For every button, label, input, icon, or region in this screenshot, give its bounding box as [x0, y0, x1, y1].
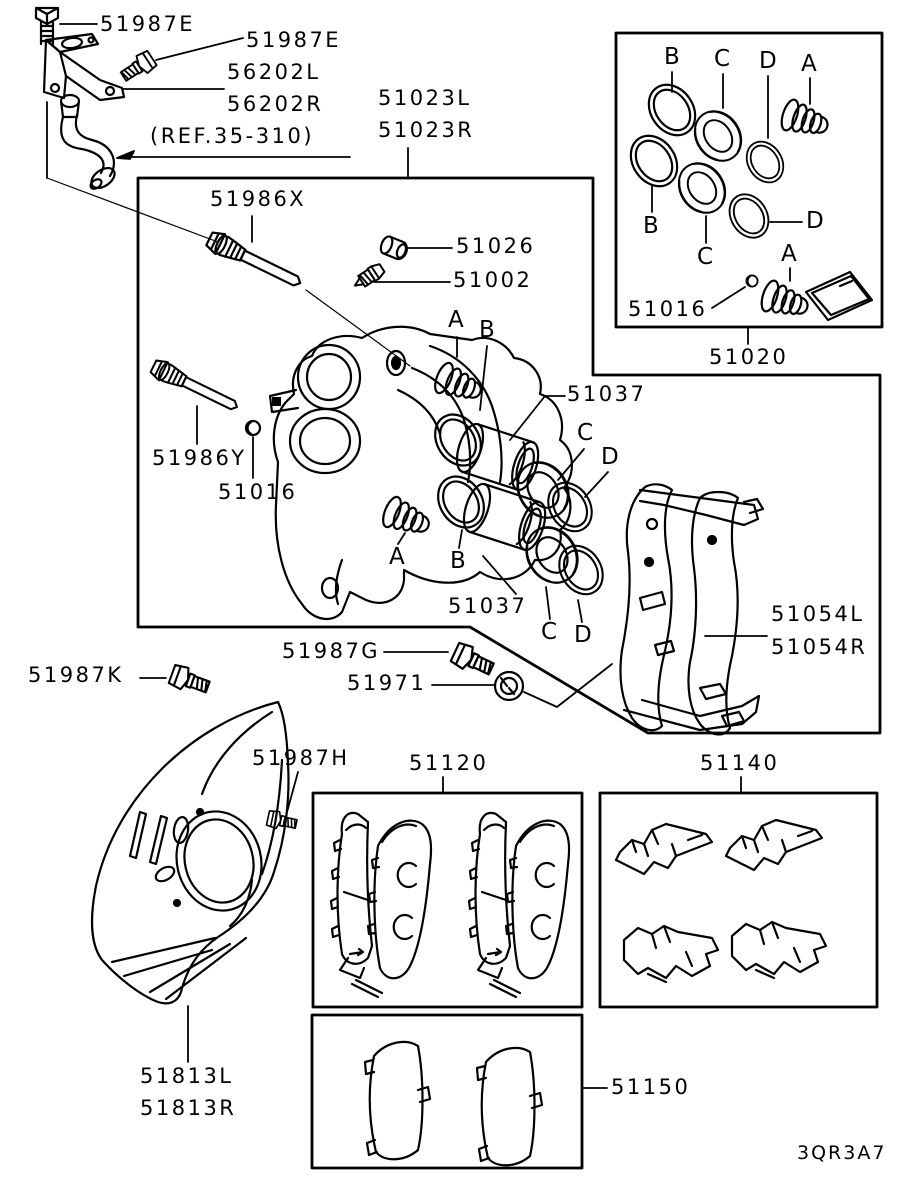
label-51016-main: 51016 — [218, 480, 298, 504]
label-51813r: 51813R — [140, 1096, 237, 1120]
bleeder-cap-drawing — [379, 235, 410, 261]
pad-pair-1-drawing — [331, 813, 431, 997]
label-51054l: 51054L — [771, 602, 865, 626]
label-51813l: 51813L — [140, 1064, 234, 1088]
kit-boot-a2-drawing — [758, 279, 812, 324]
callout-a-kit-1: A — [801, 51, 817, 77]
callout-b-kit-1: B — [664, 44, 680, 70]
label-51023l: 51023L — [378, 86, 472, 110]
pad-pair-2-drawing — [469, 813, 569, 997]
kit-boot-a1-drawing — [778, 98, 832, 143]
callout-d-main-2: D — [574, 622, 592, 648]
label-51037-lower: 51037 — [448, 594, 528, 618]
label-51987e-1: 51987E — [100, 12, 196, 36]
callout-c-main-1: C — [577, 420, 594, 446]
label-51120: 51120 — [409, 751, 489, 775]
callout-c-kit-1: C — [714, 46, 731, 72]
kit-ring-d2-drawing — [722, 187, 777, 245]
callout-d-main-1: D — [601, 444, 619, 470]
bleeder-screw-drawing — [351, 262, 386, 292]
kit-pin-bush-drawing — [746, 275, 757, 286]
guide-bolt-drawing — [450, 641, 496, 680]
callout-c-main-2: C — [541, 619, 558, 645]
clip-upper-1-drawing — [616, 824, 712, 874]
guide-pin-lower-drawing — [149, 357, 241, 416]
label-51037-upper: 51037 — [567, 382, 647, 406]
callout-d-kit-2: D — [806, 208, 824, 234]
callout-a-kit-2: A — [781, 241, 797, 267]
caliper-drawing — [270, 327, 572, 619]
callout-d-kit-1: D — [759, 48, 777, 74]
label-51986y: 51986Y — [152, 446, 247, 470]
callout-a-main-2: A — [389, 544, 405, 570]
label-51987h: 51987H — [252, 746, 350, 770]
shield-bolt-drawing — [266, 810, 298, 833]
kit-ring-b2-drawing — [621, 127, 686, 195]
piston-upper-drawing — [452, 421, 544, 493]
clip-upper-2-drawing — [726, 820, 822, 870]
label-56202r: 56202R — [227, 92, 324, 116]
clip-lower-1-drawing — [624, 926, 718, 982]
label-51140: 51140 — [700, 751, 780, 775]
brake-hose-drawing — [61, 95, 118, 192]
pin-boot-a2-drawing — [380, 495, 435, 542]
label-51150: 51150 — [611, 1075, 691, 1099]
label-hose-ref: (REF.35-310) — [150, 124, 315, 148]
caliper-support-drawing — [620, 484, 763, 734]
label-51987k: 51987K — [28, 663, 124, 687]
guide-pin-upper-drawing — [205, 229, 305, 293]
label-51971: 51971 — [347, 671, 427, 695]
hose-bracket-drawing — [44, 34, 124, 100]
label-51987g: 51987G — [282, 639, 381, 663]
kit-ring-d1-drawing — [739, 135, 790, 189]
pin-bush-drawing — [246, 421, 260, 435]
label-51026: 51026 — [456, 234, 536, 258]
callout-c-kit-2: C — [697, 244, 714, 270]
label-51020: 51020 — [709, 345, 789, 369]
label-51987e-2: 51987E — [246, 28, 342, 52]
piston-lower-drawing — [459, 481, 551, 553]
callout-a-main-1: A — [448, 307, 464, 333]
kit-seal-c2-drawing — [669, 154, 734, 222]
drawing-code: 3QR3A7 — [797, 1142, 887, 1164]
label-51054r: 51054R — [771, 635, 868, 659]
label-51002: 51002 — [453, 268, 533, 292]
bracket-bolt-2-drawing — [118, 49, 158, 85]
connector-bolt-drawing — [168, 663, 212, 697]
label-51023r: 51023R — [378, 118, 475, 142]
label-56202l: 56202L — [227, 60, 321, 84]
shim-2-drawing — [477, 1048, 542, 1165]
clip-lower-2-drawing — [732, 922, 826, 978]
clip-kit-box — [600, 793, 877, 1007]
washer-drawing — [495, 672, 523, 700]
label-51986x: 51986X — [210, 187, 307, 211]
callout-b-main-2: B — [450, 548, 466, 574]
shim-1-drawing — [365, 1042, 430, 1159]
shim-set-box — [312, 1015, 582, 1168]
grease-packet-drawing — [806, 272, 872, 320]
callout-b-main-1: B — [479, 317, 495, 343]
leader-lines — [47, 24, 810, 1088]
label-51016-kit: 51016 — [628, 297, 708, 321]
callout-b-kit-2: B — [643, 213, 659, 239]
caliper-assembly-box — [138, 178, 880, 733]
